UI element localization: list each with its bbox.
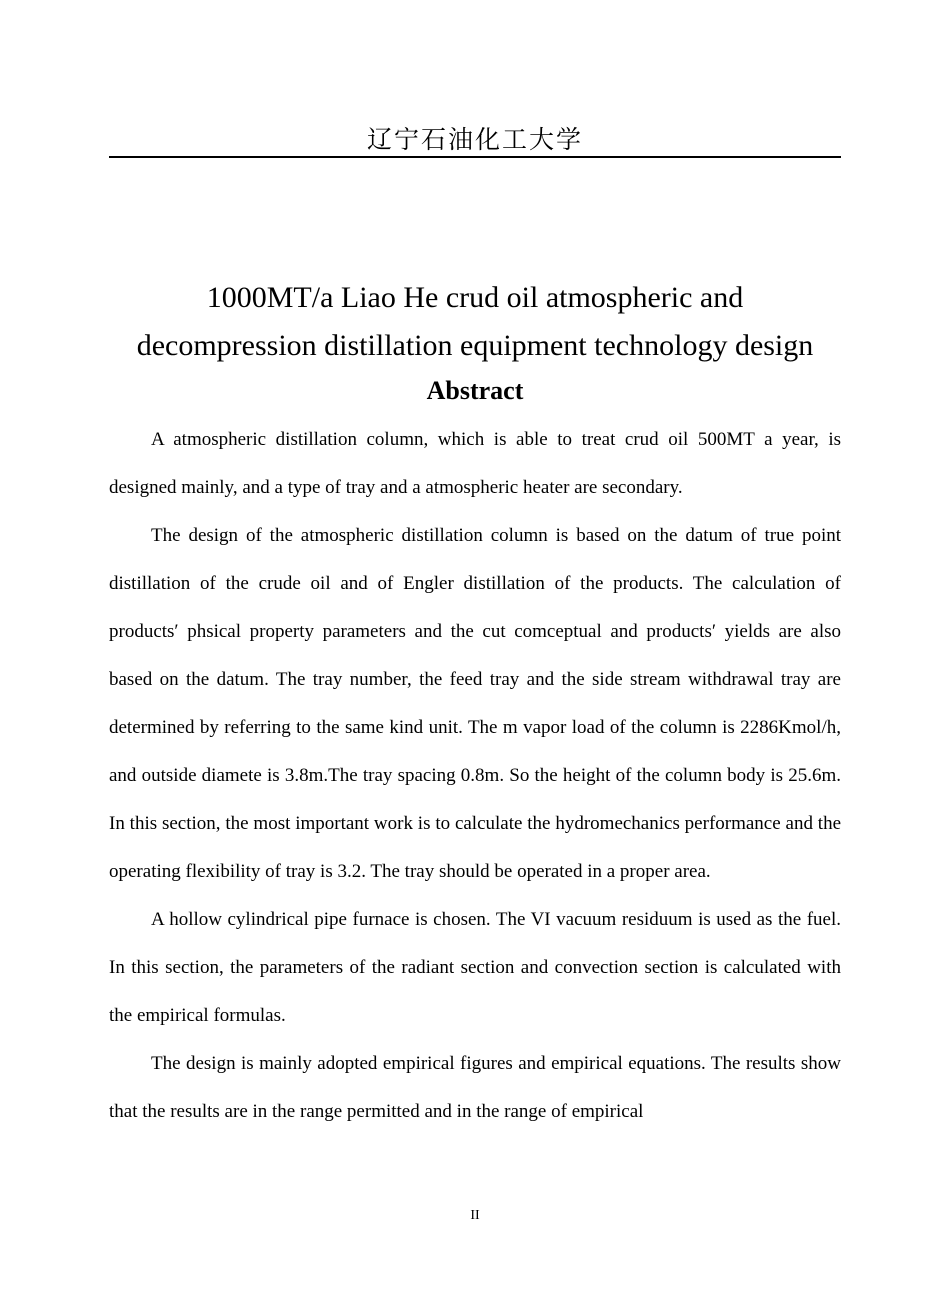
header-rule xyxy=(109,156,841,158)
abstract-paragraph: A atmospheric distillation column, which is able to treat crud oil 500MT a year, is designed mainly, and a type of tray and a atmospheric heater are secondary. xyxy=(109,429,841,498)
page-header-university: 辽宁石油化工大学 xyxy=(366,125,583,154)
abstract-paragraph: A hollow cylindrical pipe furnace is chosen. The VI vacuum residuum is used as the fuel. In this section, the parameters of the radiant section and convection section is calculated with the empirical formulas. xyxy=(109,909,841,1026)
abstract-paragraph: The design is mainly adopted empirical figures and empirical equations. The results show that the results are in the range permitted and in the range of empirical xyxy=(109,1053,841,1122)
title-line-1: 1000MT/a Liao He crud oil atmospheric and xyxy=(206,281,744,314)
page-number: II xyxy=(470,1208,480,1223)
abstract-body xyxy=(109,416,841,1136)
abstract-paragraph: The design of the atmospheric distillation column is based on the datum of true point distillation of the crude oil and of Engler distillation of the products. The calculation of products′ phsical property parameters and the cut comceptual and products′ yields are also based on the datum. The tray number, the feed tray and the side stream withdrawal tray are determined by referring to the same kind unit. The m vapor load of the column is 2286Kmol/h, and outside diamete is 3.8m.The tray spacing 0.8m. So the height of the column body is 25.6m. In this section, the most important work is to calculate the hydromechanics performance and the operating flexibility of tray is 3.2. The tray should be operated in a proper area. xyxy=(109,525,841,882)
abstract-heading: Abstract xyxy=(426,376,524,405)
document-title xyxy=(100,274,850,370)
title-line-2: decompression distillation equipment technology design xyxy=(136,329,814,362)
